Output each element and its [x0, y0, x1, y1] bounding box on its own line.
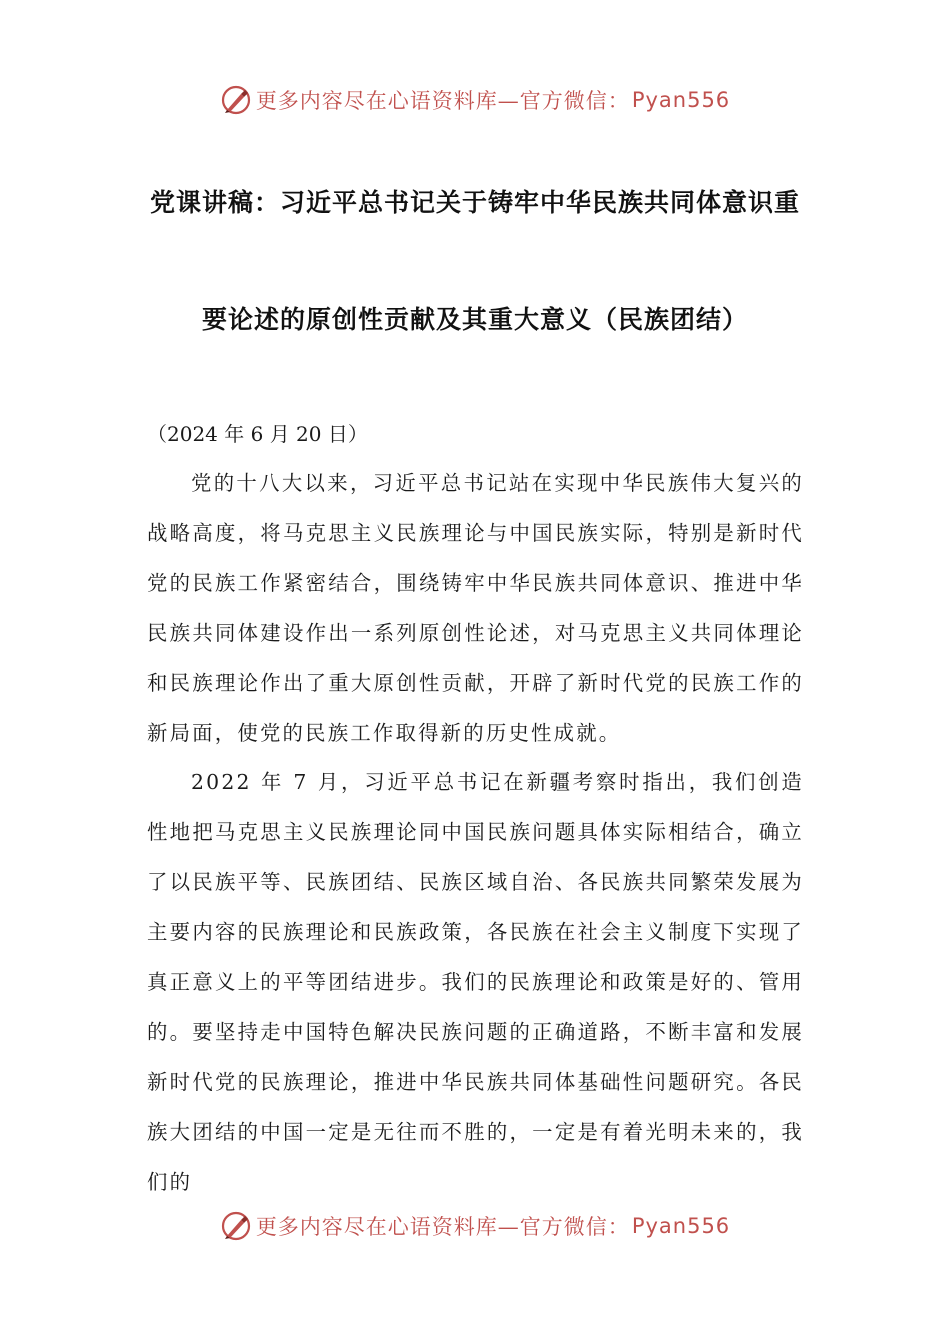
header-watermark: [0, 84, 950, 116]
watermark-text: 更多内容尽在心语资料库—官方微信：: [255, 89, 630, 113]
body-paragraph-1: 党的十八大以来，习近平总书记站在实现中华民族伟大复兴的战略高度，将马克思主义民族理论与中国民族实际，特别是新时代党的民族工作紧密结合，围绕铸牢中华民族共同体意识、推进中华民族共同体建设作出一系列原创性论述，对马克思主义共同体理论和民族理论作出了重大原创性贡献，开辟了新时代党的民族工作的新局面，使党的民族工作取得新的历史性成就。: [147, 471, 804, 745]
document-title-line-2: 要论述的原创性贡献及其重大意义（民族团结）: [201, 305, 748, 334]
watermark-wechat-id: Pyan556: [631, 1214, 731, 1238]
pen-logo-icon: [220, 1210, 252, 1242]
document-title-line-1: 党课讲稿：习近平总书记关于铸牢中华民族共同体意识重: [149, 188, 800, 217]
document-date: （2024 年 6 月 20 日）: [147, 422, 368, 446]
footer-watermark: [0, 1210, 950, 1242]
watermark-text: 更多内容尽在心语资料库—官方微信：: [255, 1215, 630, 1239]
body-paragraph-2: 2022 年 7 月，习近平总书记在新疆考察时指出，我们创造性地把马克思主义民族理论同中国民族问题具体实际相结合，确立了以民族平等、民族团结、民族区域自治、各民族共同繁荣发展为主要内容的民族理论和民族政策，各民族在社会主义制度下实现了真正意义上的平等团结进步。我们的民族理论和政策是好的、管用的。要坚持走中国特色解决民族问题的正确道路，不断丰富和发展新时代党的民族理论，推进中华民族共同体基础性问题研究。各民族大团结的中国一定是无往而不胜的，一定是有着光明未来的，我们的: [147, 770, 804, 1194]
watermark-wechat-id: Pyan556: [631, 88, 731, 112]
pen-logo-icon: [220, 84, 252, 116]
